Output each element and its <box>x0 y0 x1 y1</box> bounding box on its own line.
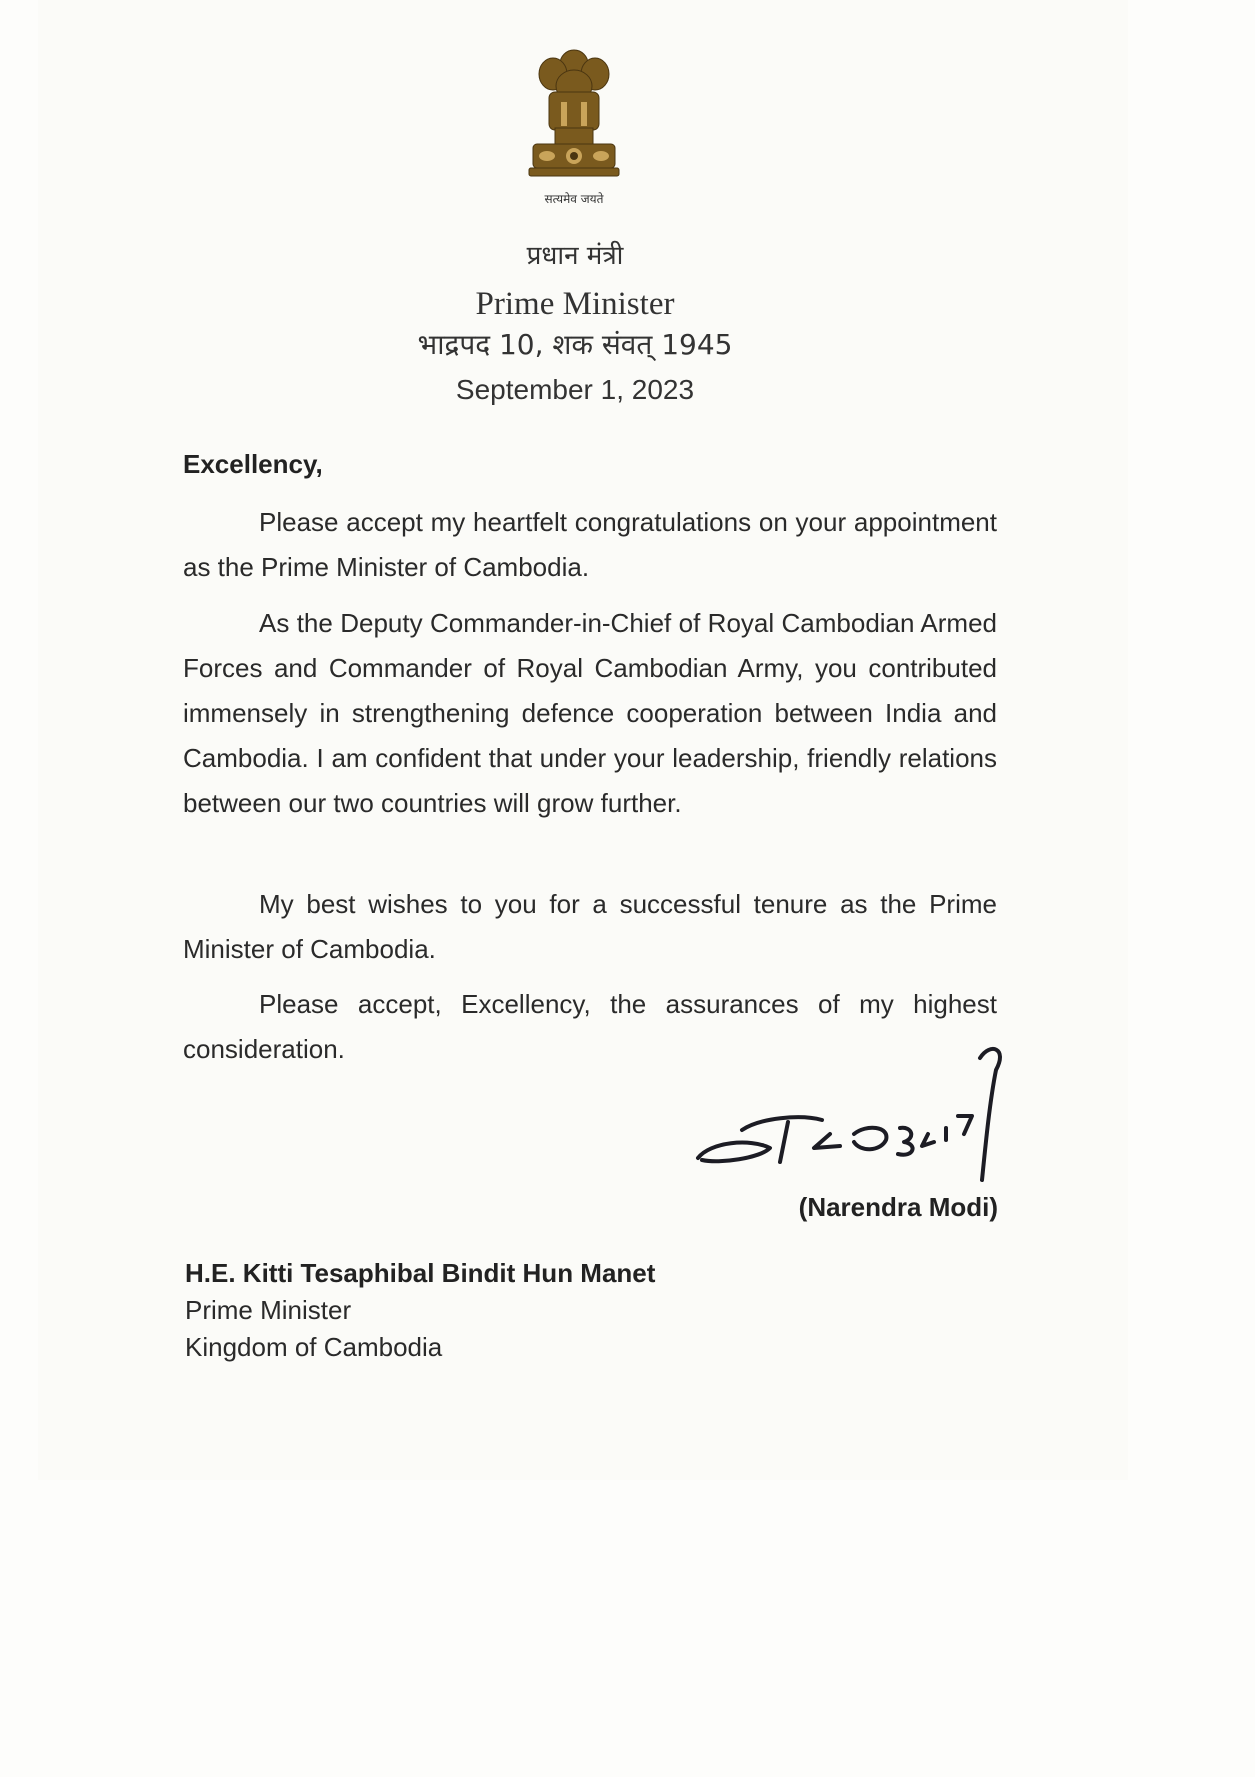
paragraph-text: Please accept my heartfelt congratulations on your appointment as the Prime Minister of Cambodia. <box>183 507 997 582</box>
emblem-motto: सत्यमेव जयते <box>544 192 604 206</box>
paragraph-text: Please accept, Excellency, the assurances of my highest consideration. <box>183 989 997 1064</box>
letter-paragraph <box>183 500 997 590</box>
letterhead-title-hindi: प्रधान मंत्री <box>526 241 624 271</box>
addressee-block <box>185 1255 655 1366</box>
letter-paragraph <box>183 882 997 972</box>
salutation: Excellency, <box>183 449 323 479</box>
paragraph-text: As the Deputy Commander-in-Chief of Royal Cambodian Armed Forces and Commander of Royal Cambodian Army, you contributed immensely in strengthening defence cooperation between India and Cambodia. I am confident that under your leadership, friendly relations between our two countries will grow further. <box>183 608 997 818</box>
letter-paragraph <box>183 601 997 826</box>
addressee-country: Kingdom of Cambodia <box>185 1332 443 1362</box>
letter-date-hindi: भाद्रपद 10, शक संवत् 1945 <box>417 328 733 361</box>
signatory-name: (Narendra Modi) <box>798 1192 998 1222</box>
addressee-title: Prime Minister <box>185 1295 352 1325</box>
letterhead-title: Prime Minister <box>475 286 675 322</box>
addressee-name: H.E. Kitti Tesaphibal Bindit Hun Manet <box>185 1258 656 1288</box>
paragraph-text: My best wishes to you for a successful tenure as the Prime Minister of Cambodia. <box>183 889 997 964</box>
national-emblem-icon <box>519 44 629 186</box>
handwritten-signature <box>690 1030 1010 1200</box>
letter-date: September 1, 2023 <box>455 374 695 405</box>
